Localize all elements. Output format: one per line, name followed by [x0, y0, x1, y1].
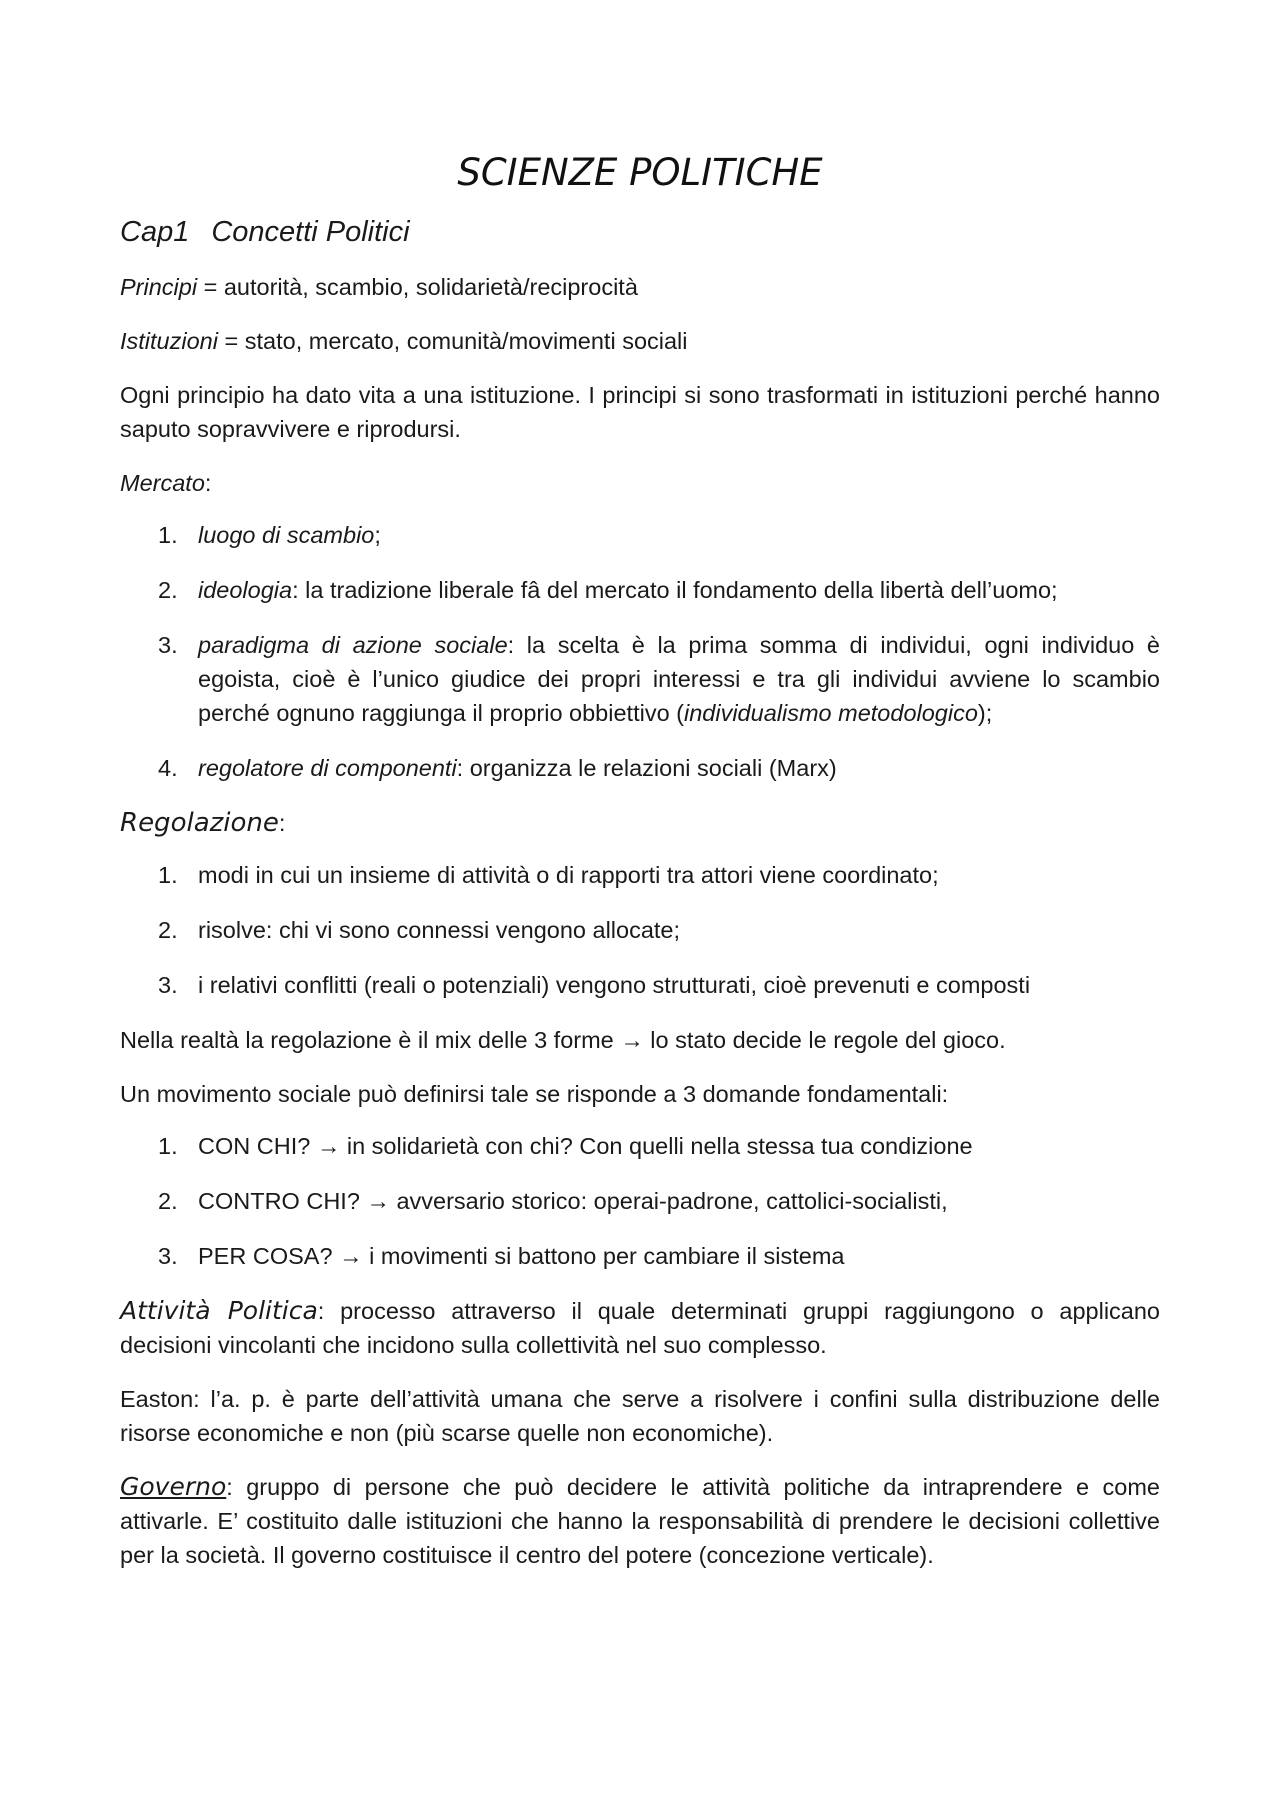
- list-item: 1. modi in cui un insieme di attività o di rapporti tra attori viene coordinato;: [158, 862, 939, 888]
- regolazione-list: [120, 858, 1160, 1002]
- principi-line: [120, 270, 1160, 304]
- list-item: 4. regolatore di componenti: organizza le relazioni sociali (Marx): [158, 755, 837, 781]
- mercato-heading: Mercato:: [120, 470, 212, 496]
- istituzioni-line: [120, 324, 1160, 358]
- paragraph-easton: Easton: l’a. p. è parte dell’attività umana che serve a risolvere i confini sulla distribuzione delle risorse economiche e non (più scarse quelle non economiche).: [120, 1386, 1160, 1446]
- chapter-title: Concetti Politici: [211, 216, 410, 248]
- principi-term: Principi: [120, 274, 198, 300]
- mercato-list: [120, 518, 1160, 785]
- document-content: [120, 150, 1160, 1592]
- paragraph-principio: Ogni principio ha dato vita a una istituzione. I principi si sono trasformati in istituzioni perché hanno saputo sopravvivere e riprodursi.: [120, 382, 1160, 442]
- chapter-number: Cap1: [120, 216, 190, 248]
- paragraph-governo: Governo: gruppo di persone che può decidere le attività politiche da intraprendere e come attivarle. E’ costituito dalle istituzioni che hanno la responsabilità di prendere le decisioni collettive per la società. Il governo costituisce il centro del potere (concezione verticale).: [120, 1472, 1160, 1568]
- regolazione-heading: Regolazione:: [120, 808, 286, 838]
- list-item: 2. risolve: chi vi sono connessi vengono allocate;: [158, 917, 681, 943]
- list-item: 3. i relativi conflitti (reali o potenziali) vengono strutturati, cioè prevenuti e composti: [158, 972, 1031, 998]
- paragraph-attivita-politica: Attività Politica: processo attraverso il quale determinati gruppi raggiungono o applicano decisioni vincolanti che incidono sulla collettività nel suo complesso.: [120, 1296, 1161, 1358]
- domande-list: [120, 1129, 1160, 1273]
- chapter-heading: [120, 212, 1160, 252]
- list-item: 2. CONTRO CHI? → avversario storico: operai-padrone, cattolici-socialisti,: [158, 1188, 948, 1214]
- list-item: 2. ideologia: la tradizione liberale fâ del mercato il fondamento della libertà dell’uomo;: [158, 577, 1058, 603]
- istituzioni-term: Istituzioni: [120, 328, 218, 354]
- document-title: SCIENZE POLITICHE: [457, 151, 823, 194]
- governo-term: Governo: [120, 1472, 227, 1501]
- istituzioni-text: = stato, mercato, comunità/movimenti sociali: [217, 328, 688, 354]
- paragraph-movimento-sociale: Un movimento sociale può definirsi tale se risponde a 3 domande fondamentali:: [120, 1081, 949, 1107]
- list-item: 1. luogo di scambio;: [158, 522, 381, 548]
- attivita-term: Attività Politica: [120, 1296, 318, 1325]
- list-item: 3. paradigma di azione sociale: la scelta è la prima somma di individui, ogni individuo è egoista, cioè è l’unico giudice dei propri interessi e tra gli individui avviene lo scambio perché ognuno raggiunga il proprio obbiettivo (individualismo metodologico);: [158, 632, 1160, 726]
- paragraph-regolazione-mix: Nella realtà la regolazione è il mix delle 3 forme → lo stato decide le regole del gioco.: [120, 1027, 1006, 1053]
- list-item: 3. PER COSA? → i movimenti si battono per cambiare il sistema: [158, 1243, 845, 1269]
- principi-text: = autorità, scambio, solidarietà/reciprocità: [197, 274, 638, 300]
- list-item: 1. CON CHI? → in solidarietà con chi? Con quelli nella stessa tua condizione: [158, 1133, 973, 1159]
